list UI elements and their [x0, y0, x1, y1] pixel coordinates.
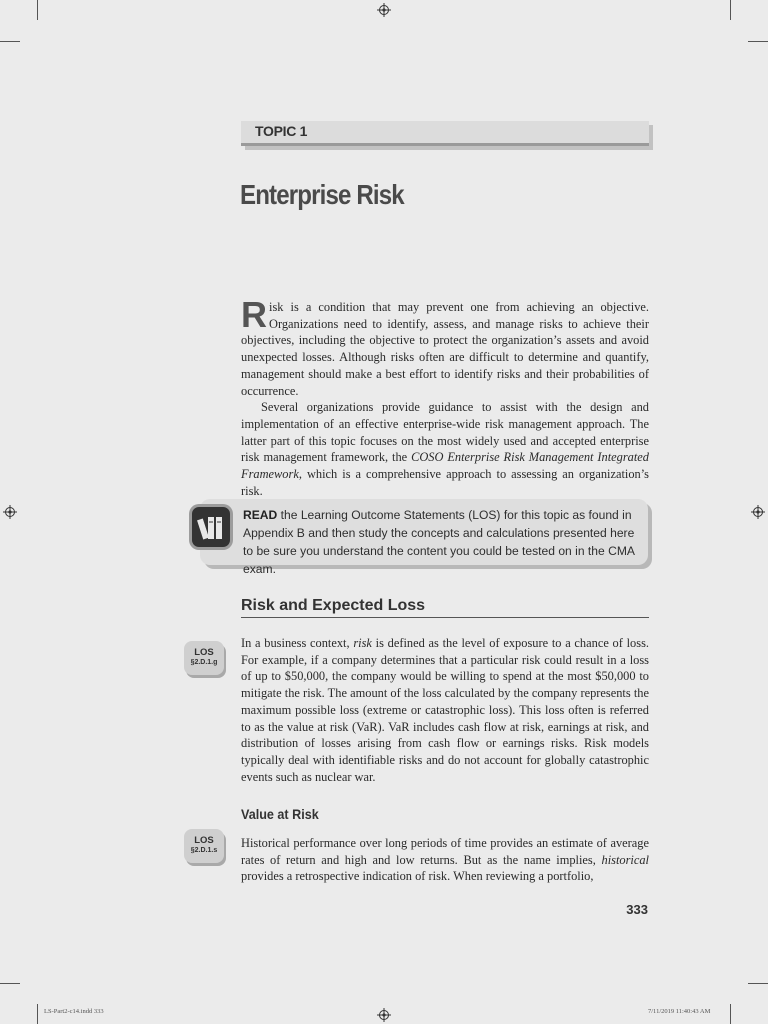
section-2-paragraph [241, 835, 649, 885]
registration-mark-icon [751, 505, 765, 519]
chapter-title: Enterprise Risk [240, 179, 404, 210]
section-1-paragraph [241, 635, 649, 785]
intro-text [241, 294, 649, 499]
books-icon [192, 507, 230, 547]
section-heading: Risk and Expected Loss [241, 597, 649, 618]
file-slug: LS-Part2-c14.indd 333 [44, 1008, 104, 1015]
los-code: §2.D.1.s [190, 847, 218, 854]
crop-mark [748, 41, 768, 42]
registration-mark-icon [377, 1008, 391, 1022]
drop-cap: R [241, 294, 267, 335]
page-number: 333 [626, 902, 648, 917]
los-code: §2.D.1.g [190, 659, 218, 666]
intro-paragraph-1 [241, 294, 649, 399]
crop-mark [37, 1004, 38, 1024]
los-title: LOS [194, 835, 214, 846]
registration-mark-icon [377, 3, 391, 17]
crop-mark [748, 983, 768, 984]
crop-mark [730, 0, 731, 20]
intro-paragraph-2-tail: , which is a comprehensive approach to assessing an organization’s risk. [241, 467, 649, 498]
crop-mark [730, 1004, 731, 1024]
section-2-text-a: Historical performance over long periods of time provides an estimate of average rates of return and high and low returns. But as the name implies, [241, 836, 649, 867]
topic-label: TOPIC 1 [255, 123, 308, 139]
section-2-text [241, 835, 649, 885]
read-instructions: the Learning Outcome Statements (LOS) for this topic as found in Appendix B and then study the concepts and calculations presented here to be sure you understand the content you could be tested on in the CMA exam. [243, 508, 635, 576]
topic-banner [241, 121, 649, 146]
section-2-text-b: provides a retrospective indication of risk. When reviewing a portfolio, [241, 869, 594, 884]
intro-paragraph-2-text: Several organizations provide guidance to assist with the design and implementation of an effective enterprise-wide risk management approach. The latter part of this topic focuses on the most widely used and accepted enterprise risk management framework, the [241, 400, 649, 465]
crop-mark [0, 983, 20, 984]
risk-term: risk [353, 636, 372, 650]
read-keyword: READ [243, 508, 278, 522]
subsection-heading: Value at Risk [241, 806, 319, 822]
historical-term: historical [601, 852, 649, 867]
los-badge [184, 829, 224, 863]
section-1-text [241, 635, 649, 785]
los-title: LOS [194, 647, 214, 658]
intro-paragraph-1-text: isk is a condition that may prevent one from achieving an objective. Organizations need to identify, assess, and manage risks to achieve their objectives, including the objective to protect the organization’s assets and avoid unexpected losses. Although risks often are difficult to determine and quantify, management should make a best effort to identify risks and their probabilities of occurrence. [241, 300, 649, 398]
crop-mark [0, 41, 20, 42]
intro-paragraph-2 [241, 399, 649, 499]
crop-mark [37, 0, 38, 20]
section-1-text-a: In a business context, [241, 636, 354, 650]
section-1-text-b: is defined as the level of exposure to a chance of loss. For example, if a company determines that a particular risk could result in a loss of up to $50,000, the company would be willing to spend at the most $50,000 to mitigate the risk. The amount of the loss calculated by the company represents the maximum possible loss (extreme or catastrophic loss). This loss often is referred to as the value at risk (VaR). VaR includes cash flow at risk, earnings at risk, and distribution of losses arising from cash flow or earnings risks. Risk models typically deal with identifiable risks and do not account for globally catastrophic events such as nuclear war. [241, 636, 649, 784]
timestamp-slug: 7/11/2019 11:40:43 AM [648, 1008, 711, 1015]
los-badge [184, 641, 224, 675]
framework-name: COSO Enterprise Risk Management Integrated Framework [241, 450, 649, 482]
read-callout-text [243, 506, 647, 578]
registration-mark-icon [3, 505, 17, 519]
